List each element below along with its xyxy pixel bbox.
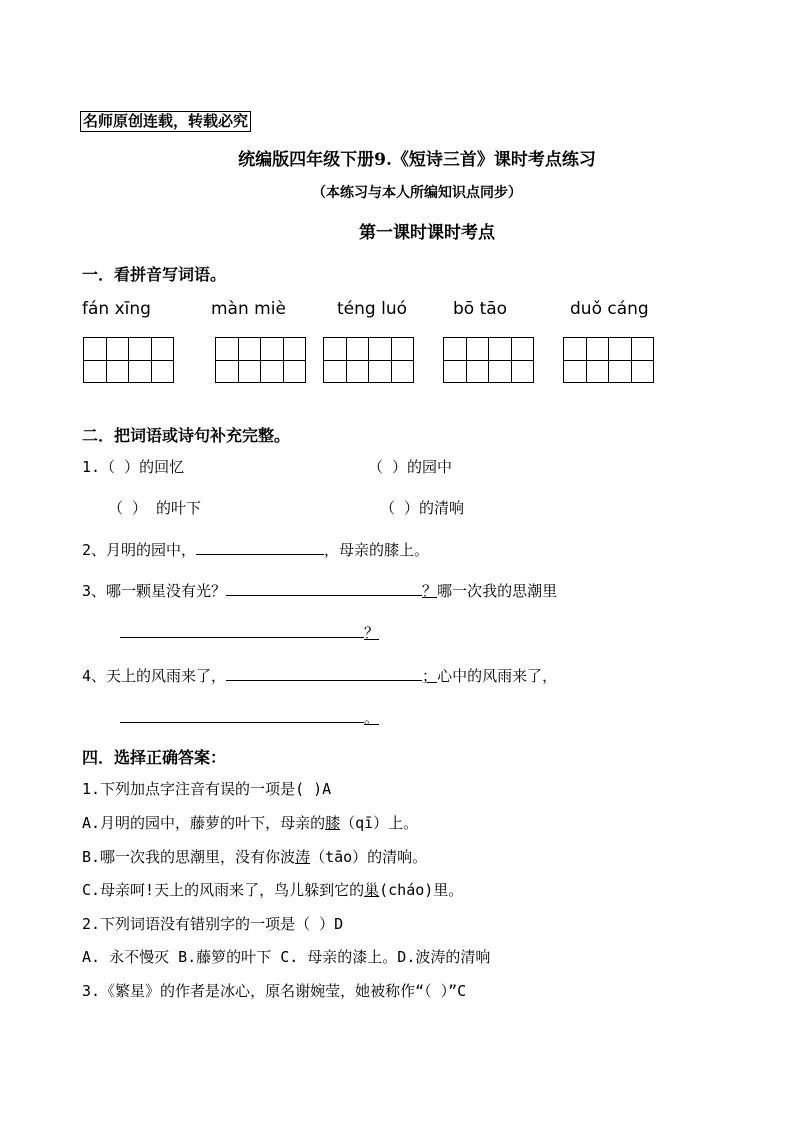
mc-q1-option-a [82, 812, 418, 833]
option-text: （tāo）的清响。 [310, 848, 428, 866]
q4-middle: 心中的风雨来了， [437, 667, 558, 685]
q4-blank-1[interactable] [226, 666, 422, 681]
writing-grid-5[interactable] [563, 337, 654, 383]
q3-line [82, 580, 557, 601]
mc-q1: 1.下列加点字注音有误的一项是( )A [82, 780, 332, 798]
q4-line [82, 665, 557, 686]
tianzige-cell[interactable] [128, 337, 174, 383]
q3-question-mark: ？ [422, 582, 438, 600]
pinyin-item-3: téng luó [337, 299, 407, 319]
page-title: 统编版四年级下册9.《短诗三首》课时考点练习 [238, 150, 596, 170]
mc-q1-option-b [82, 846, 427, 867]
tianzige-cell[interactable] [83, 337, 129, 383]
q1-row2-b: （ ）的清响 [380, 499, 465, 517]
tianzige-cell[interactable] [563, 337, 609, 383]
option-text: C.母亲呵!天上的风雨来了，鸟儿躲到它的 [82, 881, 365, 899]
q2-prefix: 2、月明的园中， [82, 541, 197, 559]
mc-q2: 2.下列词语没有错别字的一项是（ ）D [82, 915, 344, 933]
option-text: (cháo)里。 [379, 881, 464, 899]
dotted-char: 膝 [325, 814, 341, 832]
q3-blank-1[interactable] [226, 581, 422, 596]
q3-end-mark: ？ [364, 624, 380, 642]
tianzige-cell[interactable] [323, 337, 369, 383]
writing-grid-3[interactable] [323, 337, 414, 383]
mc-q2-options: A. 永不慢灭 B.藤箩的叶下 C. 母亲的漆上。D.波涛的清响 [82, 948, 491, 966]
tianzige-cell[interactable] [608, 337, 654, 383]
q4-line-2 [120, 707, 379, 728]
pinyin-item-5: duǒ cáng [570, 299, 649, 319]
lesson-heading: 第一课时课时考点 [359, 223, 495, 243]
tianzige-cell[interactable] [368, 337, 414, 383]
dotted-char: 巢 [364, 881, 380, 899]
writing-grid-4[interactable] [443, 337, 534, 383]
q3-prefix: 3、哪一颗星没有光？ [82, 582, 227, 600]
pinyin-item-4: bō tāo [453, 299, 508, 319]
mc-q1-option-c [82, 879, 463, 900]
q4-semicolon: ； [422, 667, 438, 685]
section1-heading: 一．看拼音写词语。 [82, 265, 227, 284]
q4-prefix: 4、天上的风雨来了， [82, 667, 227, 685]
q3-middle: 哪一次我的思潮里 [437, 582, 558, 600]
tianzige-cell[interactable] [488, 337, 534, 383]
q2-blank[interactable] [196, 540, 324, 555]
mc-q3: 3.《繁星》的作者是冰心，原名谢婉莹，她被称作“（ ）”C [82, 982, 467, 1000]
section2-heading: 二．把词语或诗句补充完整。 [82, 426, 291, 445]
q1-row2-a: （ ） 的叶下 [108, 499, 202, 517]
pinyin-item-2: màn miè [211, 299, 286, 319]
q4-end-mark: 。 [364, 709, 380, 727]
q2-line [82, 539, 429, 560]
tianzige-cell[interactable] [443, 337, 489, 383]
pinyin-item-1: fán xīng [82, 299, 151, 319]
option-text: B.哪一次我的思潮里，没有你波 [82, 848, 296, 866]
section4-heading: 四．选择正确答案： [82, 748, 227, 767]
q1-row1-a: 1.（ ）的回忆 [82, 458, 185, 476]
q2-suffix: ，母亲的膝上。 [324, 541, 430, 559]
q3-blank-2[interactable] [120, 623, 364, 638]
page-subtitle: （本练习与本人所编知识点同步） [312, 185, 522, 201]
tianzige-cell[interactable] [215, 337, 261, 383]
q1-row1-b: （ ）的园中 [368, 458, 453, 476]
writing-grid-1[interactable] [83, 337, 174, 383]
copyright-stamp: 名师原创连载，转载必究 [80, 111, 251, 132]
q4-blank-2[interactable] [120, 708, 364, 723]
option-text: （qī）上。 [340, 814, 419, 832]
tianzige-cell[interactable] [260, 337, 306, 383]
option-text: A.月明的园中，藤萝的叶下，母亲的 [82, 814, 326, 832]
writing-grid-2[interactable] [215, 337, 306, 383]
q3-line-2 [120, 622, 379, 643]
dotted-char: 涛 [295, 848, 311, 866]
